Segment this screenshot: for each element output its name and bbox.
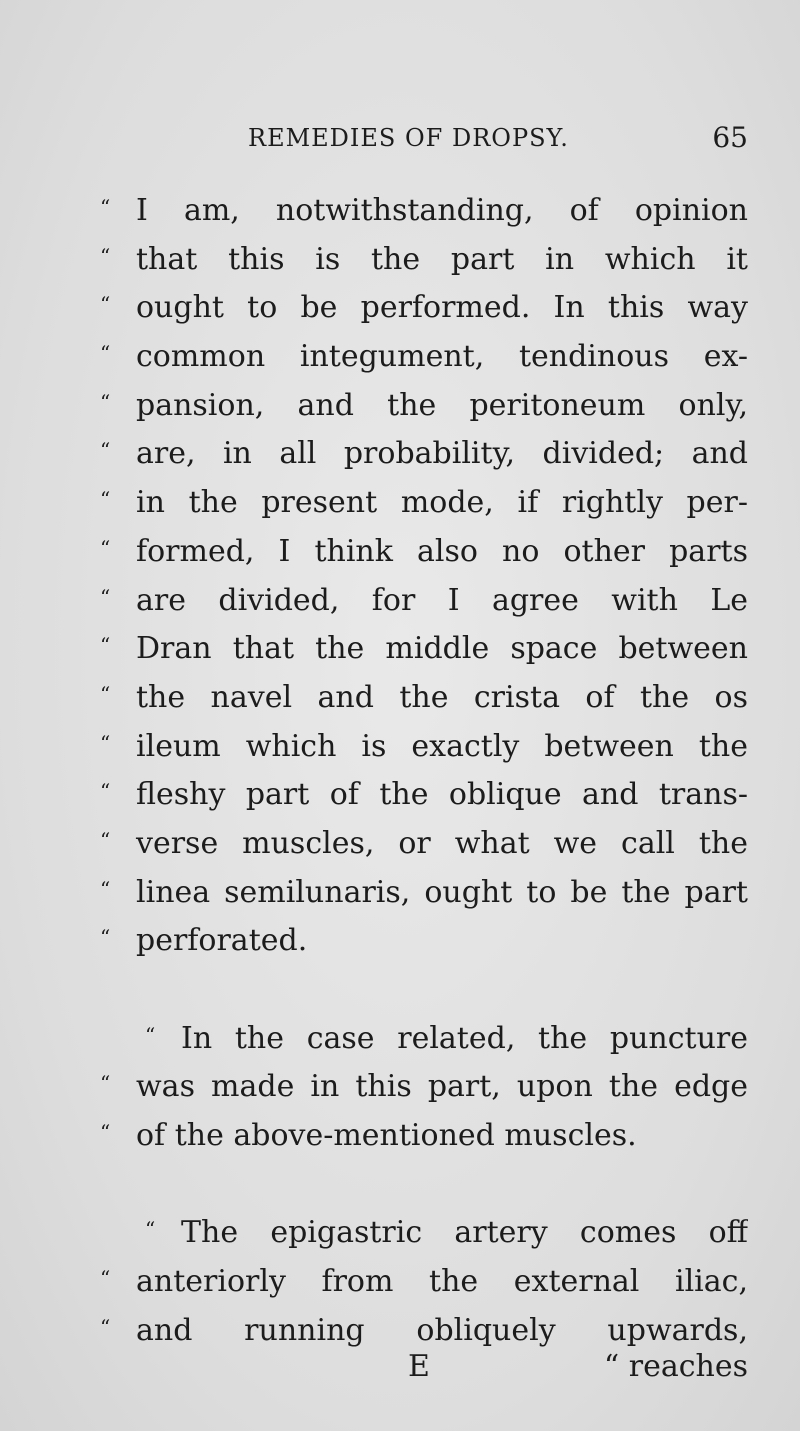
quote-mark: “ [100, 584, 111, 609]
text-line: “ and running obliquely upwards, [100, 1303, 748, 1352]
text-line: “ ought to be performed. In this way [100, 280, 748, 329]
quote-mark: “ [100, 292, 111, 317]
catchword: “ reaches [603, 1349, 748, 1384]
quote-mark: “ [100, 681, 111, 706]
text-line: “ are, in all probability, divided; and [100, 426, 748, 475]
quote-mark: “ [145, 1022, 156, 1047]
quote-mark: “ [100, 535, 111, 560]
page-footer [100, 1343, 748, 1391]
text-line: “ in the present mode, if rightly per- [100, 475, 748, 524]
page-number: 65 [712, 121, 748, 154]
running-header [248, 118, 748, 158]
text-line: “ common integument, tendinous ex- [100, 329, 748, 378]
quote-mark: “ [100, 730, 111, 755]
text-line: “ Dran that the middle space between [100, 621, 748, 670]
quote-mark: “ [100, 633, 111, 658]
text-line: “ verse muscles, or what we call the [100, 816, 748, 865]
quote-mark: “ [100, 1120, 111, 1145]
quote-mark: “ [100, 195, 111, 219]
quote-mark: “ [100, 1314, 111, 1339]
text-line: “ ileum which is exactly between the [100, 719, 748, 768]
quote-mark: “ [100, 925, 111, 950]
signature-mark: E [408, 1349, 430, 1384]
paragraph-gap [100, 1157, 748, 1206]
text-line: “ anteriorly from the external iliac, [100, 1254, 748, 1303]
text-line: “ that this is the part in which it [100, 232, 748, 281]
body-text [100, 183, 748, 1352]
quote-mark: “ [100, 827, 111, 852]
text-line: “ the navel and the crista of the os [100, 670, 748, 719]
quote-mark: “ [100, 1266, 111, 1291]
text-line: “ I am, notwithstanding, of opinion [100, 183, 748, 232]
quote-mark: “ [100, 487, 111, 512]
text-line: “ was made in this part, upon the edge [100, 1059, 748, 1108]
quote-mark: “ [100, 438, 111, 463]
quote-mark: “ [100, 243, 111, 268]
text-line: “ perforated. [100, 913, 748, 962]
quote-mark: “ [145, 1217, 156, 1242]
quote-mark: “ [100, 779, 111, 804]
paragraph-gap [100, 962, 748, 1011]
quote-mark: “ [100, 876, 111, 901]
running-title: REMEDIES OF DROPSY. [248, 124, 569, 152]
text-line: “ are divided, for I agree with Le [100, 573, 748, 622]
quote-mark: “ [100, 1071, 111, 1096]
text-line: “ In the case related, the puncture [100, 1011, 748, 1060]
text-line: “ pansion, and the peritoneum only, [100, 378, 748, 427]
text-line: “ of the above-mentioned muscles. [100, 1108, 748, 1157]
text-line: “ The epigastric artery comes off [100, 1205, 748, 1254]
text-line: “ fleshy part of the oblique and trans- [100, 767, 748, 816]
text-line: “ formed, I think also no other parts [100, 524, 748, 573]
quote-mark: “ [100, 341, 111, 366]
quote-mark: “ [100, 389, 111, 414]
text-line: “ linea semilunaris, ought to be the part [100, 865, 748, 914]
